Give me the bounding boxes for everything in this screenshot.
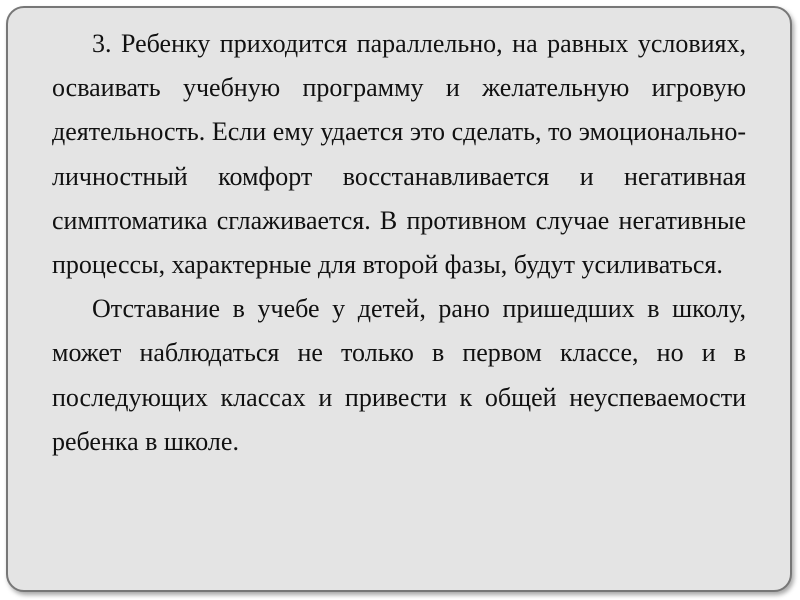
slide-text-block — [52, 22, 746, 464]
slide-frame — [6, 6, 792, 592]
paragraph-1: 3. Ребенку приходится параллельно, на равных условиях, осваивать учебную программу и желательную игровую деятельность. Если ему удается это сделать, то эмоционально-личностный комфорт восстанавливается и негативная симптоматика сглаживается. В противном случае негативные процессы, характерные для второй фазы, будут усиливаться. — [52, 29, 746, 280]
paragraph-2: Отставание в учебе у детей, рано пришедших в школу, может наблюдаться не только в первом классе, но и в последующих классах и привести к общей неуспеваемости ребенка в школе. — [52, 294, 746, 456]
